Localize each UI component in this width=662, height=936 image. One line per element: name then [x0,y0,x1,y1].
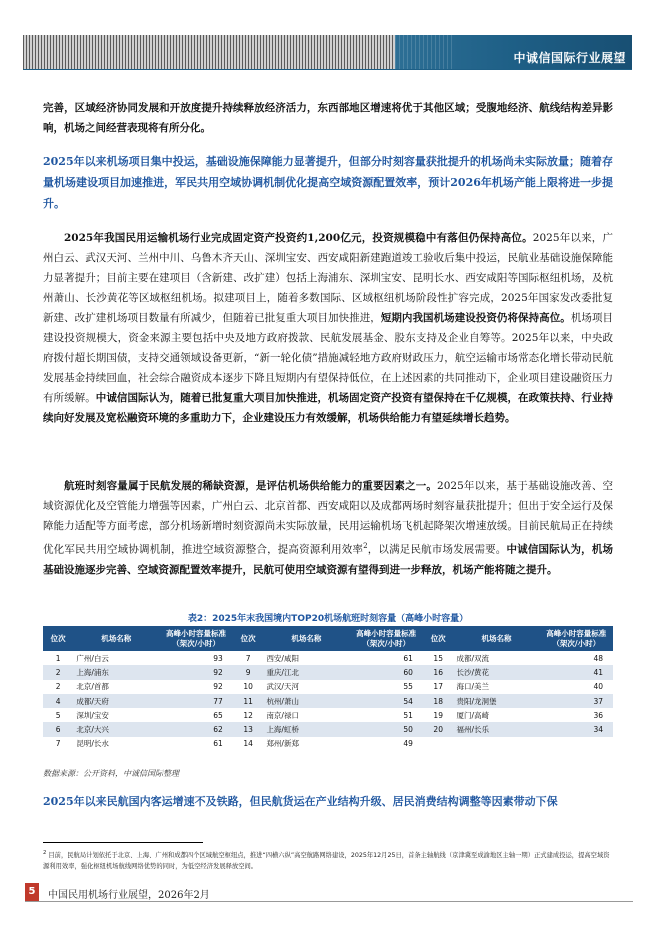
page-number: 5 [25,883,39,901]
col-header: 高峰小时容量标准（架次/小时） [349,626,423,651]
airport-cell: 北京/大兴 [73,722,159,736]
table-row [43,722,613,736]
airport-cell: 厦门/高崎 [456,710,490,720]
rank-cell: 1 [55,653,61,663]
capacity-cell: 51 [403,710,413,720]
capacity-cell [539,737,613,751]
investment-lead: 2025年我国民用运输机场行业完成固定资产投资约1,200亿元，投资规模稳中有落但仍保持高位。 [64,232,533,244]
paragraph-1: 完善，区域经济协同发展和开放度提升持续释放经济活力，东西部地区增速将优于其他区域；受腹地经济、航线结构差异影响，机场之间经营表现将有所分化。 [43,102,613,134]
table-row [43,680,613,694]
capacity-body: 2025年以来，基于基础设施改善、空域资源优化及空管能力增强等因素，广州白云、北京首都、西安咸阳以及成都两场时刻容量获批提升；但出于安全运行及保障能力适配等方面考虑，部分机场新增时刻资源尚未实际放量，民用运输机场飞机起降架次增速放缓。目前民航局正在持续优化军民共用空域协调机制，推进空域资源整合，提高资源利用效率 [43,480,613,556]
capacity-cell: 37 [539,694,613,708]
paragraph-capacity [43,476,613,580]
footnote-text: 目前，民航局计划依托于北京、上海、广州和成都四个区域航空枢纽点，推进“四横六纵”高空航路网络建设，2025年12月25日，首条主轴航线（京津冀至成渝地区主轴一期）正式建成投运，提高空域资源利用效率，强化枢纽机场航线网络优势的同时，为低空经济发展释放空间。 [43,852,610,871]
airport-cell: 西安/咸阳 [266,653,299,663]
footnote-number: 2 [43,850,47,856]
airport-cell: 重庆/江北 [263,665,349,679]
rank-cell: 11 [233,694,264,708]
table-caption: 表2：2025年末我国境内TOP20机场航班时刻容量（高峰小时容量） [187,614,469,624]
rank-cell: 18 [423,694,454,708]
airport-cell: 贵阳/龙洞堡 [454,694,540,708]
airport-cell: 成都/天府 [73,694,159,708]
airport-cell: 武汉/天河 [266,682,299,692]
airport-cell: 杭州/萧山 [263,694,349,708]
table-row [43,694,613,708]
capacity-cell: 49 [403,739,413,749]
capacity-cell: 60 [349,665,423,679]
rank-cell: 17 [433,682,443,692]
rank-cell [423,737,454,751]
data-source: 数据来源：公开资料，中诚信国际整理 [43,769,179,778]
rank-cell: 2 [55,682,61,692]
capacity-lead: 航班时刻容量属于民航发展的稀缺资源，是评估机场供给能力的重要因素之一。 [64,480,438,492]
key-point-paragraph: 2025年以来机场项目集中投运，基础设施保障能力显著提升，但部分时刻容量获批提升的机场尚未实际放量；随着存量机场建设项目加速推进，军民共用空域协调机制优化提高空域资源配置效率，预计2026年机场产能上限将进一步提升。 [43,155,613,210]
footnote [43,848,613,872]
investment-bold-1: 短期内我国机场建设投资仍将保持高位。 [380,312,571,324]
rank-cell: 7 [55,739,61,749]
airport-cell: 长沙/黄花 [454,665,540,679]
rank-cell: 19 [433,710,443,720]
capacity-conclusion: 中诚信国际认为，机场基础设施逐步完善、空域资源配置效率提升，民航可使用空域资源有望得到进一步释放，机场产能将随之提升。 [43,543,614,576]
header-divider [23,69,632,70]
capacity-cell: 61 [213,739,223,749]
capacity-cell: 34 [539,722,613,736]
rank-cell: 4 [43,694,73,708]
col-header: 位次 [233,626,264,651]
header-stripe-decoration [23,35,395,69]
airport-cell: 广州/白云 [76,653,109,663]
capacity-table [43,626,613,751]
col-header: 位次 [423,626,454,651]
investment-body-2: 机场项目建设投资规模大，资金来源主要包括中央及地方政府拨款、民航发展基金、股东支持及企业自筹等。2025年以来，中央政府拨付超长期国债，支持交通领域设备更新，“新一轮化债”措施减轻地方政府财政压力，航空运输市场常态化增长带动民航发展基金持续回血，社会综合融资成本逐步下降且短期内有望保持低位，在上述因素的共同推动下，企业项目建设融资压力有所缓解。 [43,312,614,404]
capacity-cell: 65 [213,710,223,720]
rank-cell: 14 [243,739,253,749]
capacity-cell: 41 [539,665,613,679]
capacity-cell: 92 [213,682,223,692]
capacity-cell: 36 [593,710,603,720]
capacity-cell: 92 [159,665,233,679]
airport-cell: 成都/双流 [456,653,490,663]
table-row [43,708,613,722]
rank-cell: 2 [43,665,73,679]
rank-cell: 9 [233,665,264,679]
col-header: 机场名称 [263,626,349,651]
airport-cell: 南京/禄口 [266,710,299,720]
capacity-cell: 77 [159,694,233,708]
footnote-ref: 2 [363,542,368,550]
rank-cell: 6 [43,722,73,736]
col-header: 高峰小时容量标准（架次/小时） [159,626,233,651]
rank-cell: 15 [433,653,443,663]
footnote-divider [43,842,203,843]
paragraph-investment [43,228,613,428]
capacity-cell: 93 [213,653,223,663]
col-header: 机场名称 [73,626,159,651]
capacity-cell: 40 [593,682,603,692]
rank-cell: 5 [55,710,61,720]
footer-divider [25,901,633,902]
col-header: 位次 [43,626,73,651]
capacity-cell: 54 [349,694,423,708]
table-row [43,737,613,751]
airport-cell: 北京/首都 [76,682,109,692]
investment-body-1: 2025年以来，广州白云、武汉天河、兰州中川、乌鲁木齐天山、深圳宝安、西安咸阳新建跑道竣工验收后集中投运，民航业基础设施保障能力显著提升；目前主要在建项目（含新建、改扩建）包括上海浦东、深圳宝安、昆明长水、西安咸阳等国际枢纽机场，及杭州萧山、长沙黄花等区域枢纽机场。拟建项目上，随着多数国际、区域枢纽机场阶段性扩容完成，2025年国家发改委批复新建、改扩建机场项目数量有所减少，但随着已批复重大项目加快推进， [43,232,613,324]
investment-conclusion: 中诚信国际认为，随着已批复重大项目加快推进，机场固定资产投资有望保持在千亿规模，在政策扶持、行业持续向好发展及宽松融资环境的多重助力下，企业建设压力有效缓解，机场供给能力有望延续增长趋势。 [43,392,614,424]
capacity-cell: 55 [403,682,413,692]
page-header [23,35,632,69]
capacity-cell: 48 [593,653,603,663]
airport-cell [454,737,540,751]
footer-text: 中国民用机场行业展望，2026年2月 [48,890,210,901]
rank-cell: 13 [233,722,264,736]
header-banner [395,35,632,69]
capacity-cell: 62 [159,722,233,736]
airport-cell: 上海/虹桥 [263,722,349,736]
rank-cell: 16 [423,665,454,679]
airport-cell: 福州/长乐 [454,722,540,736]
airport-cell: 郑州/新郑 [266,739,299,749]
col-header: 高峰小时容量标准（架次/小时） [539,626,613,651]
capacity-cell: 61 [403,653,413,663]
table-row [43,665,613,679]
col-header: 机场名称 [454,626,540,651]
rank-cell: 7 [245,653,251,663]
capacity-cell: 50 [349,722,423,736]
airport-cell: 上海/浦东 [73,665,159,679]
rank-cell: 20 [423,722,454,736]
table-row [43,651,613,665]
capacity-body-2: ，以满足民航市场发展需要。 [367,543,507,556]
rank-cell: 12 [243,710,253,720]
table-header-row [43,626,613,651]
paragraph-5: 2025年以来民航国内客运增速不及铁路，但民航货运在产业结构升级、居民消费结构调整等因素带动下保 [43,795,558,808]
airport-cell: 海口/美兰 [456,682,490,692]
rank-cell: 10 [243,682,253,692]
airport-cell: 昆明/长水 [76,739,109,749]
airport-cell: 深圳/宝安 [76,710,109,720]
header-title: 中诚信国际行业展望 [513,51,626,65]
